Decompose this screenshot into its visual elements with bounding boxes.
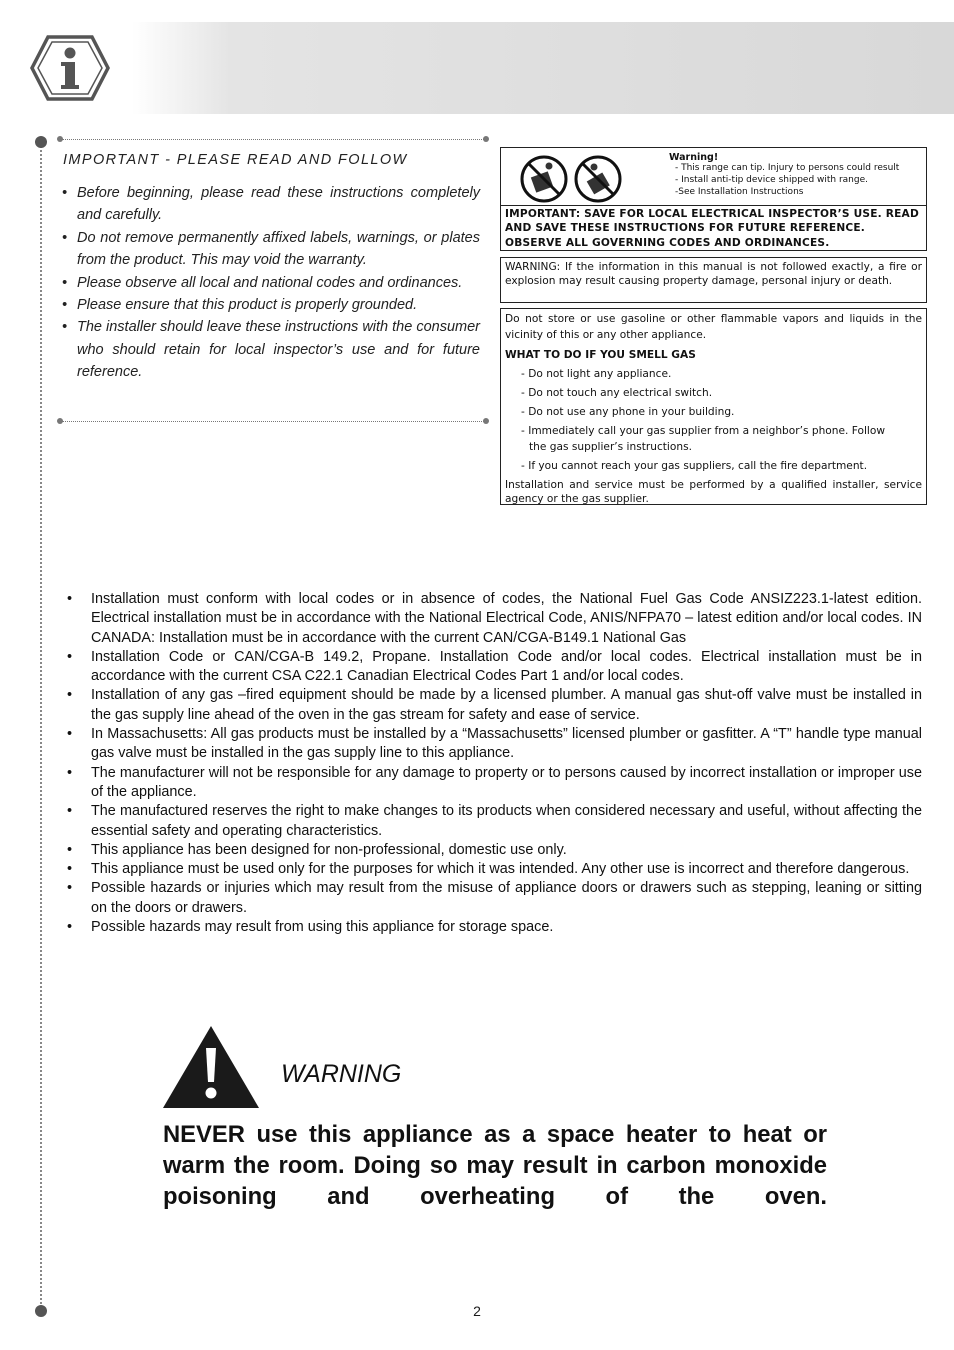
gas-item-continued: the gas supplier’s instructions. bbox=[529, 441, 692, 453]
list-item: • The manufactured reserves the right to make changes to its products when considered necessary and useful, without affecting the essential safety and operating characteristics. bbox=[66, 802, 922, 841]
rule-dot bbox=[57, 418, 63, 424]
list-item: • Installation of any gas –fired equipment should be made by a licensed plumber. A manual gas shut-off valve must be installed in the gas supply line ahead of the oven in the gas stream for safety and ease of service. bbox=[66, 686, 922, 725]
warning-title: WARNING bbox=[281, 1060, 402, 1088]
section-top-rule bbox=[62, 139, 484, 140]
rule-dot bbox=[483, 418, 489, 424]
list-item: • In Massachusetts: All gas products must be installed by a “Massachusetts” licensed plumber or gasfitter. A “T” handle type manual gas valve must be installed in the gas supply line to this appliance. bbox=[66, 725, 922, 764]
section-bottom-rule bbox=[62, 421, 484, 422]
gas-heading: WHAT TO DO IF YOU SMELL GAS bbox=[505, 349, 696, 361]
warning-text: NEVER use this appliance as a space heater to heat or warm the room. Doing so may result in carbon monoxide poisoning and overheating of the oven. bbox=[163, 1121, 827, 1211]
gas-item: - Do not use any phone in your building. bbox=[521, 406, 735, 418]
gas-warning-box bbox=[500, 308, 927, 505]
gas-item: - Do not light any appliance. bbox=[521, 368, 672, 380]
header-bar bbox=[132, 22, 954, 114]
important-title: IMPORTANT - PLEASE READ AND FOLLOW bbox=[63, 152, 408, 168]
list-item: • Before beginning, please read these instructions completely and carefully. bbox=[62, 182, 480, 227]
info-icon bbox=[30, 35, 110, 101]
installation-notes bbox=[66, 590, 922, 937]
tip-warning-heading: Warning! bbox=[669, 152, 719, 163]
fire-warning-box: WARNING: If the information in this manual is not followed exactly, a fire or explosion may result causing property damage, personal injury or death. bbox=[500, 257, 927, 303]
warning-triangle-icon bbox=[163, 1026, 259, 1108]
rule-dot bbox=[57, 136, 63, 142]
list-item: • Possible hazards may result from using this appliance for storage space. bbox=[66, 918, 922, 937]
gas-intro: Do not store or use gasoline or other flammable vapors and liquids in the vicinity of this or any other appliance. bbox=[505, 313, 922, 341]
list-item: • Do not remove permanently affixed labels, warnings, or plates from the product. This may void the warranty. bbox=[62, 227, 480, 272]
save-instructions-text: IMPORTANT: SAVE FOR LOCAL ELECTRICAL INSPECTOR’S USE. READ AND SAVE THESE INSTRUCTIONS FOR FUTURE REFERENCE. OBSERVE ALL GOVERNING CODES AND ORDINANCES. bbox=[505, 208, 919, 249]
tip-warning-box bbox=[500, 147, 927, 251]
list-item: • This appliance must be used only for the purposes for which it was intended. Any other use is incorrect and therefore dangerous. bbox=[66, 860, 922, 879]
list-item: • This appliance has been designed for non-professional, domestic use only. bbox=[66, 841, 922, 860]
divider bbox=[501, 205, 926, 206]
list-item: • The manufacturer will not be responsible for any damage to property or to persons caused by incorrect installation or improper use of the appliance. bbox=[66, 764, 922, 803]
list-item: • Installation Code or CAN/CGA-B 149.2, Propane. Installation Code and/or local codes. Electrical installation must be in accordance with the current CSA C22.1 Canadian Electrical Codes Part 1 and/or local codes. bbox=[66, 648, 922, 687]
list-item: • The installer should leave these instructions with the consumer who should retain for local inspector’s use and for future reference. bbox=[62, 316, 480, 383]
rule-top-dot bbox=[35, 136, 47, 148]
important-list bbox=[62, 182, 480, 384]
tip-warning-line: - This range can tip. Injury to persons could result bbox=[675, 163, 900, 173]
tip-warning-line: -See Installation Instructions bbox=[675, 187, 804, 197]
list-item: • Installation must conform with local codes or in absence of codes, the National Fuel Gas Code ANSIZ223.1-latest edition. Electrical installation must be in accordance with the National Electrical Code, ANIS/NFPA70 – latest edition and/or local codes. IN CANADA: Installation must be in accordance with the current CAN/CGA-B149.1 National Gas bbox=[66, 590, 922, 648]
gas-item: - Immediately call your gas supplier from a neighbor’s phone. Follow bbox=[521, 425, 885, 437]
gas-footer: Installation and service must be performed by a qualified installer, service agency or the gas supplier. bbox=[505, 479, 922, 505]
gas-item: - Do not touch any electrical switch. bbox=[521, 387, 713, 399]
page-number: 2 bbox=[473, 1303, 481, 1319]
list-item: • Please observe all local and national codes and ordinances. bbox=[62, 272, 480, 294]
tip-over-pictogram-icon bbox=[519, 154, 629, 204]
list-item: • Please ensure that this product is properly grounded. bbox=[62, 294, 480, 316]
safety-label bbox=[500, 147, 927, 505]
left-margin-rule bbox=[40, 142, 42, 1312]
tip-warning-line: - Install anti-tip device shipped with range. bbox=[675, 175, 868, 185]
gas-item: - If you cannot reach your gas suppliers, call the fire department. bbox=[521, 460, 868, 472]
rule-dot bbox=[483, 136, 489, 142]
list-item: • Possible hazards or injuries which may result from the misuse of appliance doors or drawers such as stepping, leaning or sitting on the doors or drawers. bbox=[66, 879, 922, 918]
